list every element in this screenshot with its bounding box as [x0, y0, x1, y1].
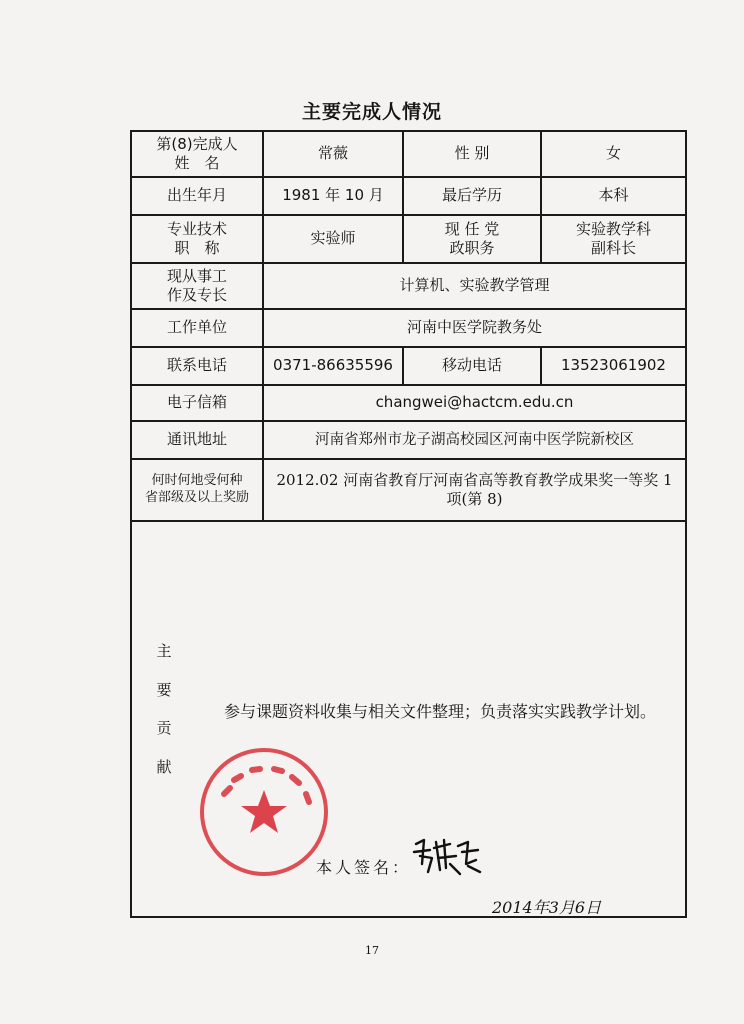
address-value: 河南省郑州市龙子湖高校园区河南中医学院新校区 — [263, 421, 686, 459]
contribution-label-char: 要 — [156, 680, 172, 699]
info-form — [130, 130, 687, 918]
unit-label: 工作单位 — [131, 309, 263, 347]
specialty-value: 计算机、实验教学管理 — [263, 263, 686, 309]
signature-label: 本人签名： — [316, 858, 412, 877]
professional-title-label: 专业技术 职 称 — [131, 215, 263, 263]
professional-title-value: 实验师 — [263, 215, 403, 263]
birth-value: 1981 年 10 月 — [263, 177, 403, 215]
phone-label: 联系电话 — [131, 347, 263, 385]
education-value: 本科 — [541, 177, 686, 215]
signature-date: 2014年3月6日 — [492, 898, 602, 917]
page-title: 主要完成人情况 — [301, 101, 442, 123]
contribution-cell — [131, 521, 686, 917]
position-value: 实验教学科 副科长 — [541, 215, 686, 263]
address-label: 通讯地址 — [131, 421, 263, 459]
award-value: 2012.02 河南省教育厅河南省高等教育教学成果奖一等奖 1 项(第 8) — [263, 459, 686, 521]
contribution-text: 参与课题资料收集与相关文件整理；负责落实实践教学计划。 — [224, 702, 657, 721]
email-label: 电子信箱 — [131, 385, 263, 421]
official-seal — [194, 742, 334, 888]
mobile-label: 移动电话 — [403, 347, 541, 385]
contribution-label — [152, 642, 176, 777]
name-value: 常薇 — [263, 131, 403, 177]
mobile-value: 13523061902 — [541, 347, 686, 385]
contribution-label-char: 贡 — [156, 719, 172, 737]
education-label: 最后学历 — [403, 177, 541, 215]
name-label: 第(8)完成人 姓 名 — [131, 131, 263, 177]
specialty-label: 现从事工 作及专长 — [131, 263, 263, 309]
gender-value: 女 — [541, 131, 686, 177]
contribution-label-char: 献 — [156, 757, 172, 776]
contribution-label-char: 主 — [156, 642, 172, 660]
email-value: changwei@hactcm.edu.cn — [263, 385, 686, 421]
gender-label: 性 别 — [403, 131, 541, 177]
phone-value: 0371-86635596 — [263, 347, 403, 385]
unit-value: 河南中医学院教务处 — [263, 309, 686, 347]
birth-label: 出生年月 — [131, 177, 263, 215]
handwritten-signature — [410, 834, 482, 884]
position-label: 现 任 党 政职务 — [403, 215, 541, 263]
page-number: 17 — [365, 944, 379, 957]
award-label: 何时何地受何种 省部级及以上奖励 — [131, 459, 263, 521]
